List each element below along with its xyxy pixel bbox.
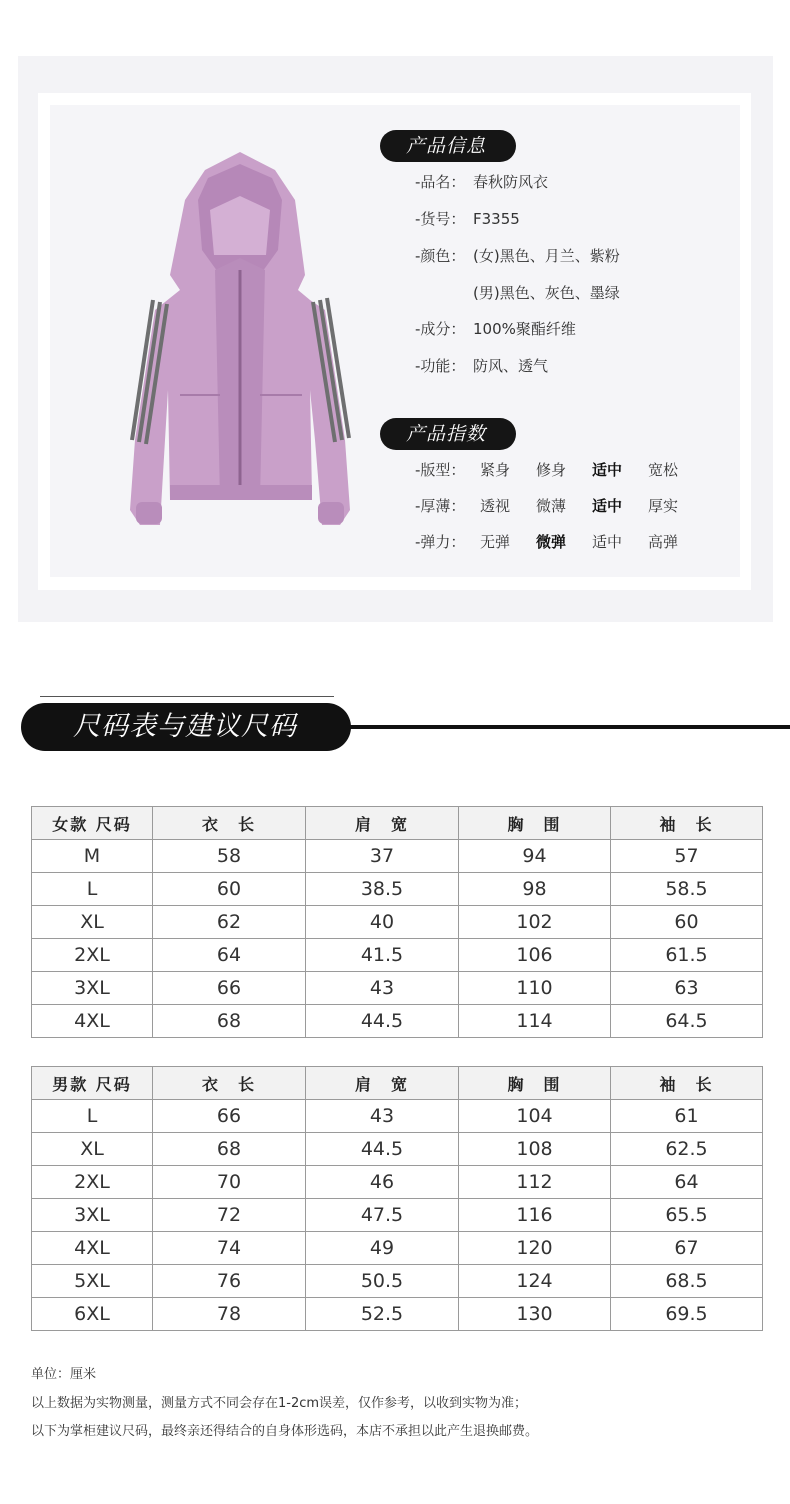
- table-cell: 4XL: [32, 1005, 153, 1038]
- table-cell: 66: [153, 1100, 306, 1133]
- table-row: [32, 939, 763, 972]
- table-cell: 64: [153, 939, 306, 972]
- table-header: 袖 长: [611, 1067, 763, 1100]
- table-cell: XL: [32, 1133, 153, 1166]
- table-header: 女款 尺码: [32, 807, 153, 840]
- table-cell: 94: [459, 840, 611, 873]
- table-cell: 60: [611, 906, 763, 939]
- spec-value: 防风、透气: [473, 357, 549, 375]
- table-cell: 112: [459, 1166, 611, 1199]
- table-header: 衣 长: [153, 1067, 306, 1100]
- index-option: 高弹: [648, 533, 679, 551]
- table-cell: 114: [459, 1005, 611, 1038]
- table-cell: 72: [153, 1199, 306, 1232]
- section-divider: [350, 725, 790, 729]
- table-cell: 98: [459, 873, 611, 906]
- spec-row-name: [415, 171, 548, 193]
- index-option: 宽松: [648, 461, 679, 479]
- index-option-selected: 适中: [592, 461, 623, 479]
- table-cell: 65.5: [611, 1199, 763, 1232]
- table-row: [32, 972, 763, 1005]
- table-cell: 69.5: [611, 1298, 763, 1331]
- index-label: -弹力：: [415, 533, 466, 551]
- spec-label: -货号：: [415, 210, 466, 228]
- table-cell: 76: [153, 1265, 306, 1298]
- table-header: 袖 长: [611, 807, 763, 840]
- index-option: 厚实: [648, 497, 679, 515]
- table-cell: 60: [153, 873, 306, 906]
- table-cell: 43: [306, 972, 459, 1005]
- table-cell: 63: [611, 972, 763, 1005]
- table-row: [32, 1005, 763, 1038]
- table-cell: 43: [306, 1100, 459, 1133]
- table-cell: 104: [459, 1100, 611, 1133]
- table-cell: M: [32, 840, 153, 873]
- table-cell: 116: [459, 1199, 611, 1232]
- table-cell: 58.5: [611, 873, 763, 906]
- index-label: -厚薄：: [415, 497, 466, 515]
- table-cell: 74: [153, 1232, 306, 1265]
- recommendation-note: 以下为掌柜建议尺码，最终亲还得结合的自身体形选码，本店不承担以此产生退换邮费。: [31, 1424, 539, 1439]
- table-cell: 64.5: [611, 1005, 763, 1038]
- table-cell: 130: [459, 1298, 611, 1331]
- table-row: [32, 1232, 763, 1265]
- table-cell: 106: [459, 939, 611, 972]
- table-cell: 6XL: [32, 1298, 153, 1331]
- table-cell: 57: [611, 840, 763, 873]
- table-header: 肩 宽: [306, 1067, 459, 1100]
- table-header: 胸 围: [459, 1067, 611, 1100]
- spec-value: (女)黑色、月兰、紫粉: [473, 247, 620, 265]
- table-cell: 44.5: [306, 1133, 459, 1166]
- table-row: [32, 873, 763, 906]
- index-option: 微薄: [536, 497, 567, 515]
- table-cell: 62.5: [611, 1133, 763, 1166]
- table-row: [32, 1100, 763, 1133]
- table-row: [32, 1133, 763, 1166]
- table-row: [32, 840, 763, 873]
- table-cell: 50.5: [306, 1265, 459, 1298]
- table-header-row: [32, 807, 763, 840]
- table-cell: 108: [459, 1133, 611, 1166]
- spec-label: -颜色：: [415, 247, 466, 265]
- table-cell: 58: [153, 840, 306, 873]
- table-cell: 41.5: [306, 939, 459, 972]
- section-divider: [40, 696, 334, 697]
- table-cell: 64: [611, 1166, 763, 1199]
- index-option-selected: 适中: [592, 497, 623, 515]
- table-cell: 44.5: [306, 1005, 459, 1038]
- table-cell: 124: [459, 1265, 611, 1298]
- index-option: 修身: [536, 461, 567, 479]
- table-cell: 52.5: [306, 1298, 459, 1331]
- table-cell: 78: [153, 1298, 306, 1331]
- index-option: 无弹: [480, 533, 511, 551]
- table-row: [32, 1199, 763, 1232]
- women-size-table: [31, 806, 763, 1038]
- table-cell: 62: [153, 906, 306, 939]
- index-option-selected: 微弹: [536, 533, 567, 551]
- table-cell: 61: [611, 1100, 763, 1133]
- table-cell: 66: [153, 972, 306, 1005]
- table-header: 胸 围: [459, 807, 611, 840]
- jacket-image: [110, 140, 370, 550]
- index-label: -版型：: [415, 461, 466, 479]
- table-cell: 70: [153, 1166, 306, 1199]
- table-header: 肩 宽: [306, 807, 459, 840]
- table-cell: 110: [459, 972, 611, 1005]
- table-cell: 120: [459, 1232, 611, 1265]
- table-row: [32, 1298, 763, 1331]
- spec-row-function: [415, 355, 548, 377]
- spec-row-material: [415, 318, 576, 340]
- table-row: [32, 906, 763, 939]
- table-cell: 68: [153, 1005, 306, 1038]
- men-size-table: [31, 1066, 763, 1331]
- table-header-row: [32, 1067, 763, 1100]
- index-option: 透视: [480, 497, 511, 515]
- table-cell: 102: [459, 906, 611, 939]
- spec-row-color-men: [415, 282, 620, 304]
- table-cell: L: [32, 1100, 153, 1133]
- table-cell: 49: [306, 1232, 459, 1265]
- spec-label: -品名：: [415, 173, 466, 191]
- table-cell: 40: [306, 906, 459, 939]
- spec-row-color-women: [415, 245, 620, 267]
- table-row: [32, 1265, 763, 1298]
- table-cell: 67: [611, 1232, 763, 1265]
- table-cell: 46: [306, 1166, 459, 1199]
- table-cell: 3XL: [32, 972, 153, 1005]
- table-cell: L: [32, 873, 153, 906]
- measurement-note: 以上数据为实物测量，测量方式不同会存在1-2cm误差，仅作参考，以收到实物为准；: [31, 1396, 528, 1411]
- table-cell: 38.5: [306, 873, 459, 906]
- table-cell: 47.5: [306, 1199, 459, 1232]
- table-cell: XL: [32, 906, 153, 939]
- table-cell: 68.5: [611, 1265, 763, 1298]
- table-header: 衣 长: [153, 807, 306, 840]
- spec-row-sku: [415, 208, 520, 230]
- table-cell: 3XL: [32, 1199, 153, 1232]
- product-info-title: 产品信息: [380, 130, 516, 162]
- spec-label: -成分：: [415, 320, 466, 338]
- table-cell: 2XL: [32, 939, 153, 972]
- table-cell: 37: [306, 840, 459, 873]
- table-cell: 61.5: [611, 939, 763, 972]
- product-index-title: 产品指数: [380, 418, 516, 450]
- unit-note: 单位：厘米: [31, 1367, 97, 1382]
- spec-value: (男)黑色、灰色、墨绿: [473, 284, 620, 302]
- table-header: 男款 尺码: [32, 1067, 153, 1100]
- table-row: [32, 1166, 763, 1199]
- spec-value: 春秋防风衣: [473, 173, 549, 191]
- table-cell: 2XL: [32, 1166, 153, 1199]
- index-option: 紧身: [480, 461, 511, 479]
- table-cell: 68: [153, 1133, 306, 1166]
- table-cell: 5XL: [32, 1265, 153, 1298]
- spec-value: 100%聚酯纤维: [473, 320, 576, 338]
- spec-value: F3355: [473, 210, 520, 228]
- index-option: 适中: [592, 533, 623, 551]
- spec-label: -功能：: [415, 357, 466, 375]
- table-cell: 4XL: [32, 1232, 153, 1265]
- size-chart-title: 尺码表与建议尺码: [21, 703, 351, 751]
